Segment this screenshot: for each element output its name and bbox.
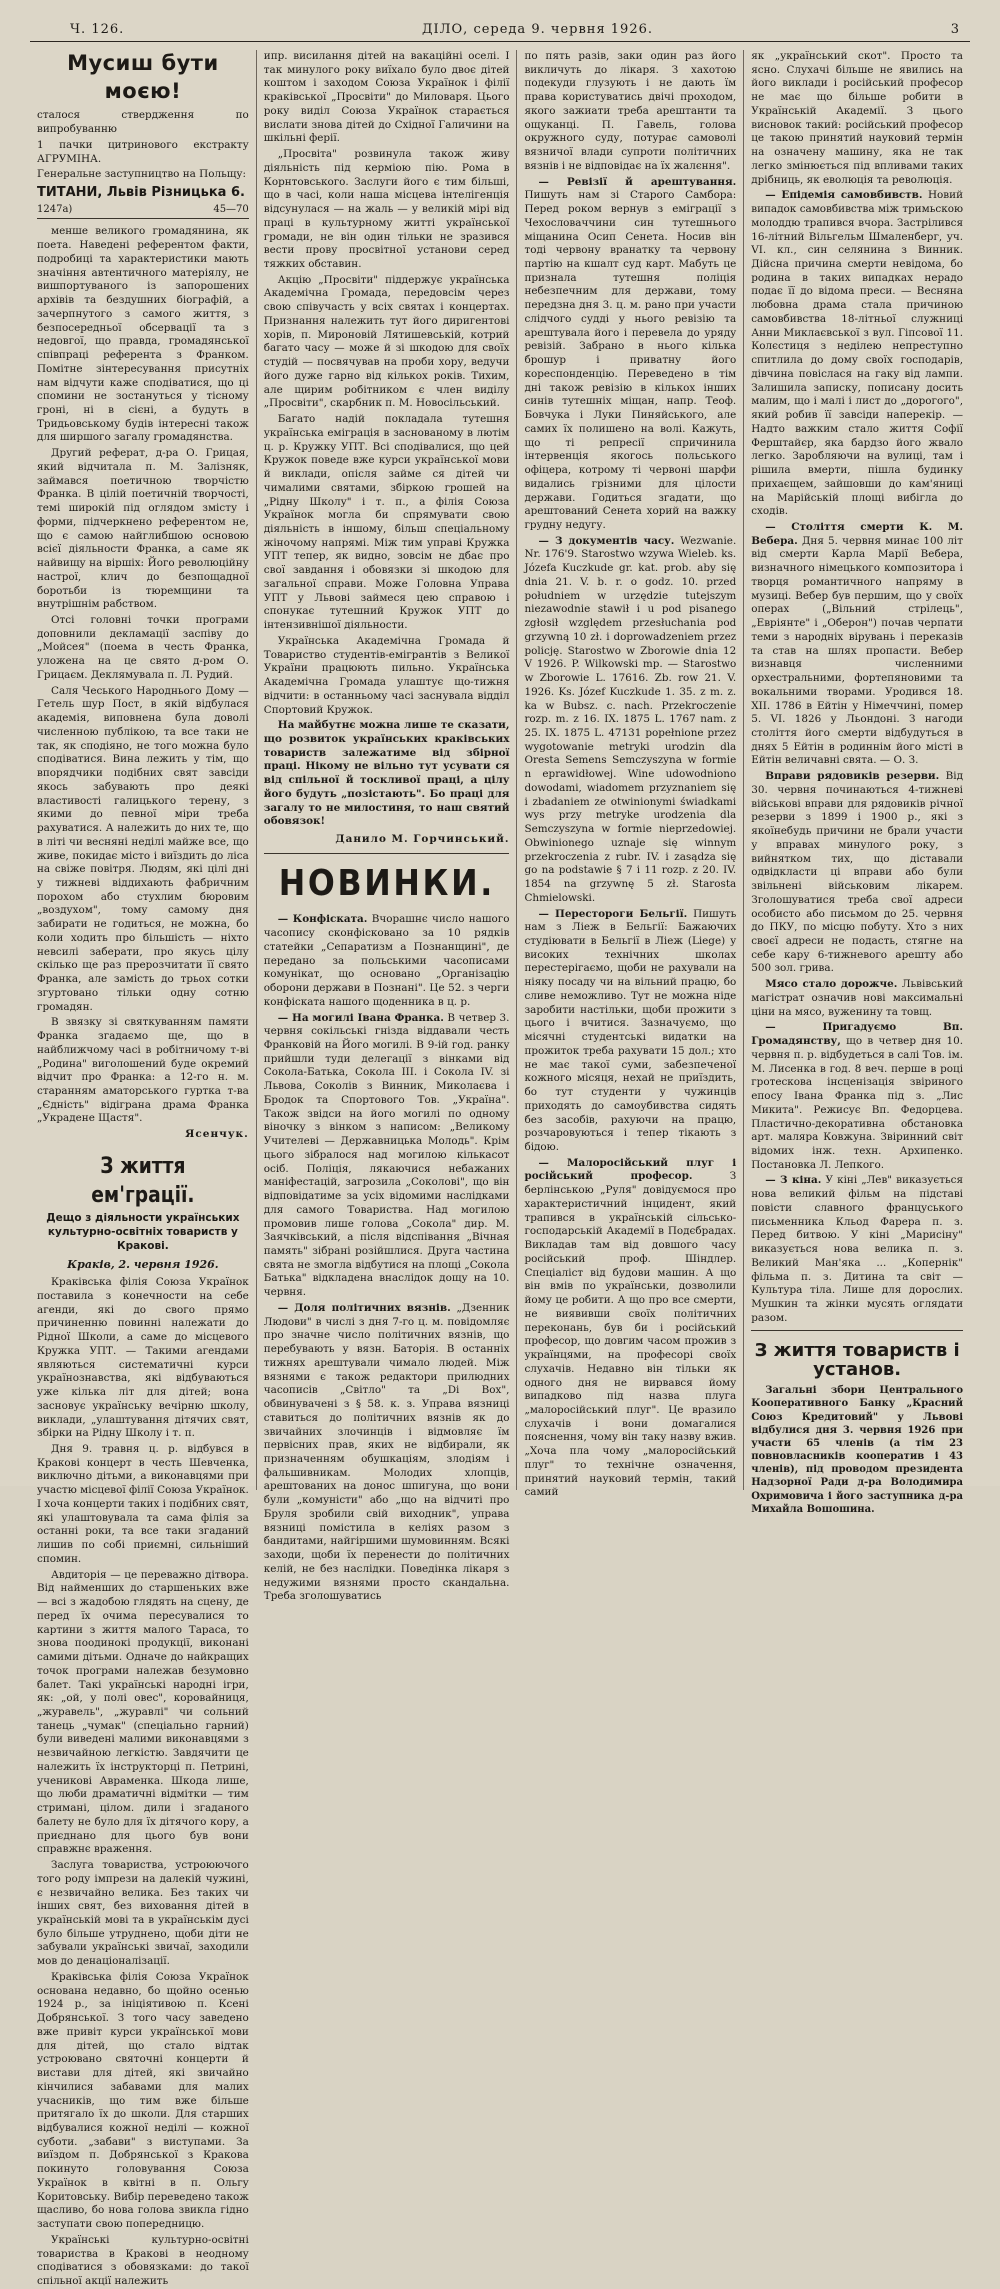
paragraph: менше великого громадянина, як поета. Наведені референтом факти, подробиці та характеристики мають значіння автентичного матеріялу, не вишпортуваного із запорошених архівів та бездушних біографій, а зачерпнутого з самого життя, з безпосередньої обсервації та з недовгої, що правда, громадянської співпраці референта з Франком. Помітне зінтересування присутніх нам відчути каже сподіватися, що ці спомини не зостануться у тісному гроні, ні в сієні, а будуть в Тридьовському будів інтересні також для ширшого загалу громадянства. — [37, 225, 249, 444]
news-rubric: — З документів часу. — [538, 534, 675, 547]
news-item — [524, 535, 736, 906]
ad-company: ТИТАНИ, Львів Різницька 6. — [37, 185, 245, 201]
paragraph: ипр. висилання дітей на вакаційні оселі. І так минулого року виїхало було двоє дітей коштом і заходом Союза Українок і філії краківської „Просвіти" до Миловаря. Цього року виділ Союза Українок старається вислати знова дітей до Східної Галичини на шкільні ферії. — [263, 50, 510, 145]
news-text: Львівський магістрат означив нові максимальні ціни на мясо, вуженину та товщ. — [751, 978, 964, 1018]
paragraph: В звязку зі святкуванням памяти Франка згадаємо ще, що в найближчому часі в робітничому т-ві „Родина" виголошений буде окремий відчит про Франка: а 12-го н. м. старанням аматорського гуртка т-ва „Єдність" відіграна драма Франка „Украдене Щастя". — [37, 1016, 249, 1125]
news-rubric: — Епідемія самовбивств. — [765, 189, 923, 202]
news-text: що в четвер дня 10. червня п. р. відбудеться в салі Тов. ім. М. Лисенка в год. 8 веч. перше в році гротескова інсценізація звіриного епосу Івана Франка під з. „Лис Микита". Режисує Вп. Федорцева. Пластично-декоративна обстановка арт. маляра Ковжуна. Звіринний світ відомих інж. техн. Архипенко. Постановка Л. Лепкого. — [751, 1035, 964, 1171]
news-text: У кіні „Лев" виказується нова великий фільм на підставі повісти славного француського письменника Кльод Фарера п. з. Перед битвою. У кіні „Марисіну" виказується нова велика п. з. Великий Ман'яка ... „Копернік" фільма п. з. Дитина та світ — Культура тіла. Лише для дорослих. Мушкин та жінки мусять оглядати разом. — [751, 1174, 964, 1324]
paragraph: Багато надій покладала тутешня українська еміграція в заснованому в лютім ц. р. Кружку УПТ. Всі сподівалися, що цей Кружок поведе вже курси української мови й виклади, опісля займе ся дітей чи чималими святами, збіркою грошей на „Рідну Школу" і т. п., а філія Союза Українок могла би спрямувати свою діяльність в іншому, більш спеціальному жіночому напрямі. Між тим управі Кружка УПТ тепер, як видно, зовсім не дбає про свої завдання і обовязки зі шкодою для загальної справи. Може Головна Управа УПТ у Львові займеся цею справою і спонукає тутешний Кружок УПТ до інтензивнішої діяльности. — [263, 413, 510, 632]
newspaper-title: ДІЛО, середа 9. червня 1926. — [421, 22, 653, 37]
author-signature: Данило М. Горчинський. — [335, 833, 510, 846]
ad-price: 45—70 — [213, 204, 249, 216]
news-rubric: Мясо стало дорожче. — [765, 978, 898, 991]
news-item — [751, 978, 963, 1019]
news-rubric: — Конфіската. — [277, 913, 368, 926]
ad-line: 1 пачки цитринового екстракту АГРУМІНА. — [37, 138, 249, 165]
paragraph: Другий реферат, д-ра О. Грицая, який відчитала п. М. Залізняк, займався поетичною творчістю Франка. В цілій поетичній творчості, темі широкій під оглядом змісту і форми, підчеркнено референтом не, що є самою найглибшою основою всієї діяльности Франка, а саме як найвищу на віршіх: Його революційну настрої, клич до безпощадної боротьби із тюремщини та внутрішнім рабством. — [37, 447, 249, 611]
news-item — [751, 1174, 963, 1325]
news-rubric: — З кіна. — [765, 1174, 822, 1187]
news-rubric: — На могилі Івана Франка. — [277, 1011, 444, 1024]
paragraph: Отсі головні точки програми доповнили декламації заспіву до „Мойсея" (поема в честь Франка, уложена на це свято д-ром О. Грицаєм. Деклямувала п. Л. Рудий. — [37, 614, 249, 681]
news-item — [751, 521, 963, 768]
ad-line: сталося ствердження по випробуванню — [37, 109, 249, 136]
paragraph: Заслуга товариства, устроюючого того роду імпрези на далекій чужині, є незвичайно велика. Без таких чи інших свят, без виховання дітей в українській мові та в українськім дусі було більше утруднено, щоби діти не забували українські звичаї, заходили мов до денаціоналізації. — [37, 1859, 249, 1968]
paragraph: Авдиторія — це переважно дітвора. Від найменших до старшеньких вже — всі з жадобою глядять на сцену, де перед їх очима пересувалися то картини з життя малого Тараса, то знова поодинокі продукції, виконані самими дітьми. Одначе до найкращих точок програми належав безумовно балет. Такі українські народні ігри, як: „ой, у полі овес", коровайниця, „журавель", „журавлі" чи сольний танець „чумак" (спеціально гарний) були виведені малими виконавцями з незвичайною легкістю. Завдячити це належить їх інструкторці п. Петрині, ученикові Авраменка. Шкода лише, що люби драматичні відмітки — тим стримані, цілом. дили і згаданого балету не було для їх дітячого кору, а приєднано для цього був вони справжнє враження. — [37, 1568, 249, 1856]
paragraph: Краківська філія Союза Українок основана недавно, бо щойно осенью 1924 р., за ініціятивою п. Ксені Добрянської. З того часу заведено вже привіт курси української мови для дітей, що стало відтак устроювано святочні концерти й вистави для дітей, які звичайно кінчилися забавами для малих учасників, що тим вже більше притягало їх до школи. Для старших відбувалися кожної неділі — кожної суботи. „забави" з виступами. За виїздом п. Добрянської з Кракова покинуто головування Союза Українок в квітні в п. Ольгу Коритовську. Вибір переведено також щасливо, бо нова голова звикла гідно заступати свою попередницю. — [37, 1970, 249, 2231]
news-item — [524, 1157, 736, 1500]
news-item — [751, 770, 963, 976]
masthead — [30, 22, 970, 42]
paragraph: Дня 9. травня ц. р. відбувся в Кракові концерт в честь Шевченка, виключно дітьми, а виконавцями при участю місцевої філії Союза Українок. І хоча концерти таких і подібних свят, які улаштовувала та сама філія за останні роки, та все таки згаданий лишив по собі приємні, сильніший спомин. — [37, 1443, 249, 1565]
ad-code: 1247а) — [37, 204, 73, 216]
notice-paragraph: Загальні збори Центрального Кооперативного Банку „Красний Союз Кредитовий" у Львові відбулися дня 3. червня 1926 при участи 65 членів (а тім 23 повновласників кооператив і 43 членів), під проводом президента Надзорної Ради д-ра Володимира Охримовича і його заступника д-ра Михайла Вошошина. — [751, 1385, 964, 1515]
ad-headline: Мусиш бути моєю! — [67, 51, 219, 103]
news-text: Дня 5. червня минає 100 літ від смерти Карла Марії Вебера, визначного німецького композитора і творця романтичного напряму в музиці. Вебер був першим, що у своїх операх („Вільний стрілець", „Евріянте" і „Оберон") почав черпати теми з народніх вірувань і переказів та став на шлях пропасти. Вебер визнавця численними орхестральними, фортепяновими та вокальними творами. Уродився 18. ХІІ. 1786 в Ейтін у Німеччині, помер 5. VІ. 1826 у Льондоні. З нагоди століття його смерти відбудуться в днях 5 Ейтін в родиннім його місті в Ейтін величавні свята. — О. З. — [751, 534, 964, 767]
author-signature: Ясенчук. — [185, 1128, 249, 1141]
page-number: 3 — [950, 22, 960, 37]
news-text: Пишуть нам зі Старого Самбора: Перед роком вернув з еміграції з Чехословаччини син тутешнього міщанина Осип Сенета. Носив він тоді червону вранатку та червону партію на кшалт суд карт. Мабуть це признала тутешня поліція небезпечним для держави, тому передзна дня 3. ц. м. рано при участи слідчого судді у нього ревізію та арештувала його і перевела до уряду ревізій. Забрано в нього кілька брошур і приватну його кореспонденцію. Переведено в тім дні також ревізію в кількох інших синів тутешніх міщан, напр. Теоф. Бовчука і Луки Пиняйського, але самих їх полишено на волі. Кажуть, що ті репресії спричинила інтервенція якогось польського офіцера, котрому ті червоні шарфи видались грізними для цілости держави. Годиться згадати, що арештований Сенета хорий на важку грудну недугу. — [524, 189, 737, 531]
paragraph: Саля Чеського Народнього Дому — Гетель шур Пост, в якій відбулася академія, виповнена була доволі численною публікою, та все таки не так, як сподіяно, не того можна було сподіватися. Вина лежить у тім, що впорядчики подібних свят завсіди якось забувають про деякі властивості галицького терену, з якими до певної міри треба рахуватися. А належить до них те, що в літі чи весняні неділі майже все, що живе, покидає місто і виїздить до ліса на свіже повітря. Людям, які цілі дні у тижневі віддихають фабричним порохом або стухлим бюровим „воздухом", тому самому дня забирати не годиться, не можна, бо коли ходить про більшість — ніхто невсилі заберати, про якусь цілу скілько ще раз прерозчитати її свято Франка, але замість до трьох сотки згуртовано тільки одну сотню громадян. — [37, 684, 249, 1013]
divider — [751, 1330, 963, 1331]
news-text: В четвер 3. червня сокільські гнізда віддавали честь Франковій на Його могилі. В 9-ій год. ранку прийшли туди делегації з вінками від Сокола-Батька, Сокола ІІІ. і Сокола ІV. зі Львова, Соколів з Винник, Миколаєва і Бродок та Спортового Тов. „Україна". Також звідси на його могилі по одному віночку з вінком з написом: „Великому Учителеві — Державницька Молодь". Крім цього зібралося над могилою кількасот осіб. Поліція, лякаючися небажаних маніфестацій, загрозила „Соколові", що він відповідатиме за усіх відомими наслідками для самого Товариства. Над могилою промовив лише голова „Сокола" дир. М. Заячківський, а після відспівання „Вічная память" зібрані розійшлися. Друга частина свята не змогла відбутися на площі „Сокола Батька" відкладена внаслідок дощу на 10. червня. — [263, 1011, 510, 1299]
section-subtitle: Дещо з діяльности українських культурно-освітніх товариств у Кракові. — [46, 1212, 240, 1252]
news-rubric: — Малоросійський плуг і російський професор. — [524, 1156, 737, 1183]
column-3 — [517, 50, 744, 1499]
news-item — [751, 189, 963, 519]
section-title: З життя ем'грації. — [91, 1154, 195, 1209]
news-text: З берлінською „Руля" довідуємося про характеристичний інцидент, який трапився в українській сільсько-господарській Академії в Подєбрадах. Викладав там від довшого часу російський проф. Шіндлер. Спеціаліст від будови машин. А що він вмів по українськи, дозволили йому це робити. А що про все смерти, не виявивши своїх політичних переконань, був би і російський професор, що довгим часом прожив з українцями, на професорі своїх слухачів. Недавно він тільки як одного дня не вирвався йому випадково під назва плуга „малоросійський плуг". Це вразило слухачів і вони домагалися пояснення, чому він таку назву вжив. „Хоча пла чому „малоросійський плуг" то технічне означення, принятий науковий термін, такий самий — [524, 1170, 737, 1499]
paragraph: Акцію „Просвіти" піддержує українська Академічна Громада, передовсім через свою співучасть у всіх святах і концертах. Признання належить тут його диригентові хорів, п. Мироновій Лятишевській, котрий багато часу — може й зі шкодою для своїх студій — посвячував на проби хору, ведучи його дуже гарно від кількох років. Тихим, але щирим робітником є член виділу „Просвіти", скарбник п. М. Новосільський. — [263, 273, 510, 410]
dateline: Краків, 2. червня 1926. — [67, 1257, 219, 1271]
paragraph: як „український скот". Просто та ясно. Слухачі більше не явились на його виклади і російський професор не має що більше робити в Українській Академії. З цього висновок такий: російський професор це такою принятий науковий термін на означену машину, яка не так легко змінюється під впливами таких дрібниць, як еволюція та революція. — [751, 50, 964, 186]
divider — [264, 853, 510, 854]
news-rubric: Вправи рядовиків резерви. — [765, 770, 940, 783]
news-text: Wezwanie. Nr. 176'9. Starostwo wzywa Wieleb. ks. Józefa Kuczkude gr. kat. prob. aby się dnia 21. V. b. r. o godz. 10. przed południem w urzędzie tutejszym niezawodnie stawił i u pod pisanego zgłosił względem przesłuchania pod grzywną 10 zł. i doprowadzeniem przez policję. Starostwo w Zborowie dnia 12 V 1926. P. Wilkowski mp. — Starostwo w Zborowie L. 17616. Zb. row 21. V. 1926. Ks. Józef Kuczkude 1. 35. z m. z. ka w Bubsz. c. nach. Przekroczenie rozp. m. z 16. IX. 1875 L. 1767 nam. z 25. IX. 1875 L. 47131 popełnione przez wygotowanie metryki urodzin dla Oresta Semens Semczyszyna w formie n eprawidłowej. Wine udowodniono dowodami, wiadomem przyznaniem się i zbadaniem ze otwinionymi świadkami wys przy metryke urodzenia dla Semczyszyna w formie nieprzedowiej. Obwinionego uznaje się winnym przekroczenia z rubr. IV. i zasądza się go na podstawie § 7 i 11 rozp. z 20. IV. 1854 na grzywnę 5 zł. Starosta Chmielowski. — [524, 534, 737, 904]
columns — [30, 50, 970, 2288]
column-4 — [744, 50, 970, 1515]
paragraph: Краківська філія Союза Українок поставила з конечности на себе агенди, які до свого прямо причиненню повинні належати до Рідної Школи, а саме до місцевого Кружка УПТ. — Такими агендами являються систематичні курси українознавства, які відбуваються уже кілька літ для дітей; вона засновує українську вечірню школу, виклади, „улаштування дітячих свят, збірки на Рідну Школу і т. п. — [37, 1276, 249, 1440]
news-item — [524, 908, 736, 1155]
news-item — [264, 1012, 510, 1300]
news-item — [264, 1302, 510, 1604]
ad-line: Генеральне заступництво на Польщу: — [37, 168, 247, 181]
section-title: З життя товариств і установ. — [754, 1339, 960, 1381]
paragraph: Українська Академічна Громада й Товариство студентів-емігрантів з Великої України працюють пильно. Українська Академічна Громада улаштує що-тижня відчити: в останньому часі заснувала відділ Спортовий Кружок. — [263, 634, 510, 716]
news-text: Пишуть нам з Ліеж в Бельгії: Бажаючих студіювати в Бельгії в Ліеж (Liege) у високих технічних школах перестерігаємо, щоби не рахували на ніяку посаду чи на вільний працю, бо сливе неможливо. Тут не можна ніде заробити настільки, щоби прожити з цього і вчитися. Зазначуємо, що місячні студентські видатки на прожиток треба рахувати 15 дол.; хто не має такої суми, забезпеченої кожного місяця, нехай не приїздить, бо тут студенти у чужинців приходять до самоубивства сидять без засобів, рахуючи на працю, розчаровуються і тепер тікають з бідою. — [524, 907, 737, 1154]
paragraph: На майбутнє можна лише те сказати, що розвиток українських краківських товариств залежатиме від збірної праці. Нікому не вільно тут усувати ся від спільної й тоскливої праці, а цілу його будуть „позістають". Бо праці для загалу то не милостиня, то наш святий обовязок! — [263, 719, 510, 828]
news-rubric: — Доля політичних вязнів. — [277, 1301, 451, 1314]
issue-number: Ч. 126. — [70, 22, 125, 37]
news-rubric: — Перестороги Бельгії. — [538, 907, 688, 920]
news-rubric: — Пригадуємо Вп. Громадянству, — [751, 1021, 964, 1048]
column-1 — [30, 50, 257, 2288]
news-item — [264, 913, 510, 1009]
paragraph: „Просвіта" розвинула також живу діяльність під керміою пію. Рома в Корнтовського. Заслуги його є тим більші, що в часі, коли наша місцева інтелігенція відсунулася — на жаль — у великій мірі від праці в культурному житті української громади, не він один тільки не зразився вести прову просвітної установи серед тяжких обставин. — [263, 148, 510, 271]
news-rubric: — Ревізії й арештування. — [538, 175, 737, 188]
paragraph: Українські культурно-освітні товариства в Кракові в неодному сподіватися з обовязками: до такої спільної акції належить — [37, 2233, 249, 2288]
news-section-heading: НОВИНКИ. — [278, 862, 495, 904]
news-item — [751, 1021, 963, 1172]
news-rubric: — Століття смерти К. М. Вебера. — [751, 520, 964, 547]
news-text: Вчорашнє число нашого часопису сконфісковано за 10 рядків статейки „Сепаратизм а Познанщині", де передано за польськими часописами комунікат, що основано „Організацію оборони держави в Познані". Це 52. з черги конфіската нашого щоденника в ц. р. — [263, 913, 510, 1008]
ad-footer — [37, 203, 249, 219]
column-2 — [257, 50, 518, 1603]
paragraph: по пять разів, заки один раз його викличуть до лікаря. З хахотою подекуди глузують і не дають їм права користуватись двічі проходом, якого зажиати треба арештанти та ощуканці. П. Гавель, голова окружного суду, потурає самоволі вязничої влади супроти політичних вязнів і не відповідає на їх жалєння". — [524, 50, 737, 172]
news-text: Новий випадок самовбивства між тримьскою молоддю трапився вчора. Застрілився 16-літний Вільгельм Шмаленберг, уч. VI. кл., син селянина з Винник. Дійсна причина смерти невідома, бо родина в таких випадках нерадо подає її до відома преси. — Весняна любовна драма стала причиною самовбивства 18-літньої служниці Анни Миклаєвської з вул. Гіпсової 11. Колєстиця з неділею непреступно спитлила до дому своїх господарів, дівчина повіслася на гаку від лампи. Залишила записку, пописану досить малим, що і малі і лист до „дорогого", який робив її завсіди наперекір. — Надто важким стало життя Софії Ферштайєр, яка бардзо його жвало легко. Заробляючи на вулиці, там і рішила вмерти, пішла будинку прихаєщем, зайшовши до кам'яниці на Марійській площі вибігла до сходів. — [751, 189, 964, 518]
news-text: „Дзенник Людови" в числі з дня 7-го ц. м. повідомляє про значне число політичних вязнів, що перебувають у вязн. Баторія. В останніх тижнях арештували чимало людей. Між вязнями є також редактори прилюдних часописів „Світло" та „Dі Вох", обвинувачені з § 58. к. з. Управа вязниці ставиться до політичних вязнів як до звичайних злочинців і відмовляє їм первісних прав, яких не відбирали, як призначенням обушкаціям, злодіям і фальшивникам. Молодих хлопців, арештованих на донос шпигуна, що вони були „комуністи" або „що на відчиті про Бруля зробили свій виходник", управа вязниці помістила в келіях разом з бандитами, найгіршими шумовинням. Всякі заходи, щоби їх перенести до політичних келій, не без наслідки. Поведінка лікаря з недужими вязнями просто скандальна. Треба зголошуватись — [263, 1301, 510, 1603]
news-text: Від 30. червня починаються 4-тижневі військові вправи для рядовиків річної резерви з 1899 і 1900 р., які з якоїнебудь причини не брали участи у вправах минулого року, з вийнятком тих, що діставали одвідкласти ці вправи або були звільнені військовим лікарем. Зголошуватися треба свої адреси особисто або письмом до 25. червня до ПКУ, по місцю побуту. Хто з них своєї адреси не подасть, стягне на себе кару 6-тижневого арешту або 500 зол. грива. — [751, 770, 964, 975]
news-item — [524, 176, 736, 533]
